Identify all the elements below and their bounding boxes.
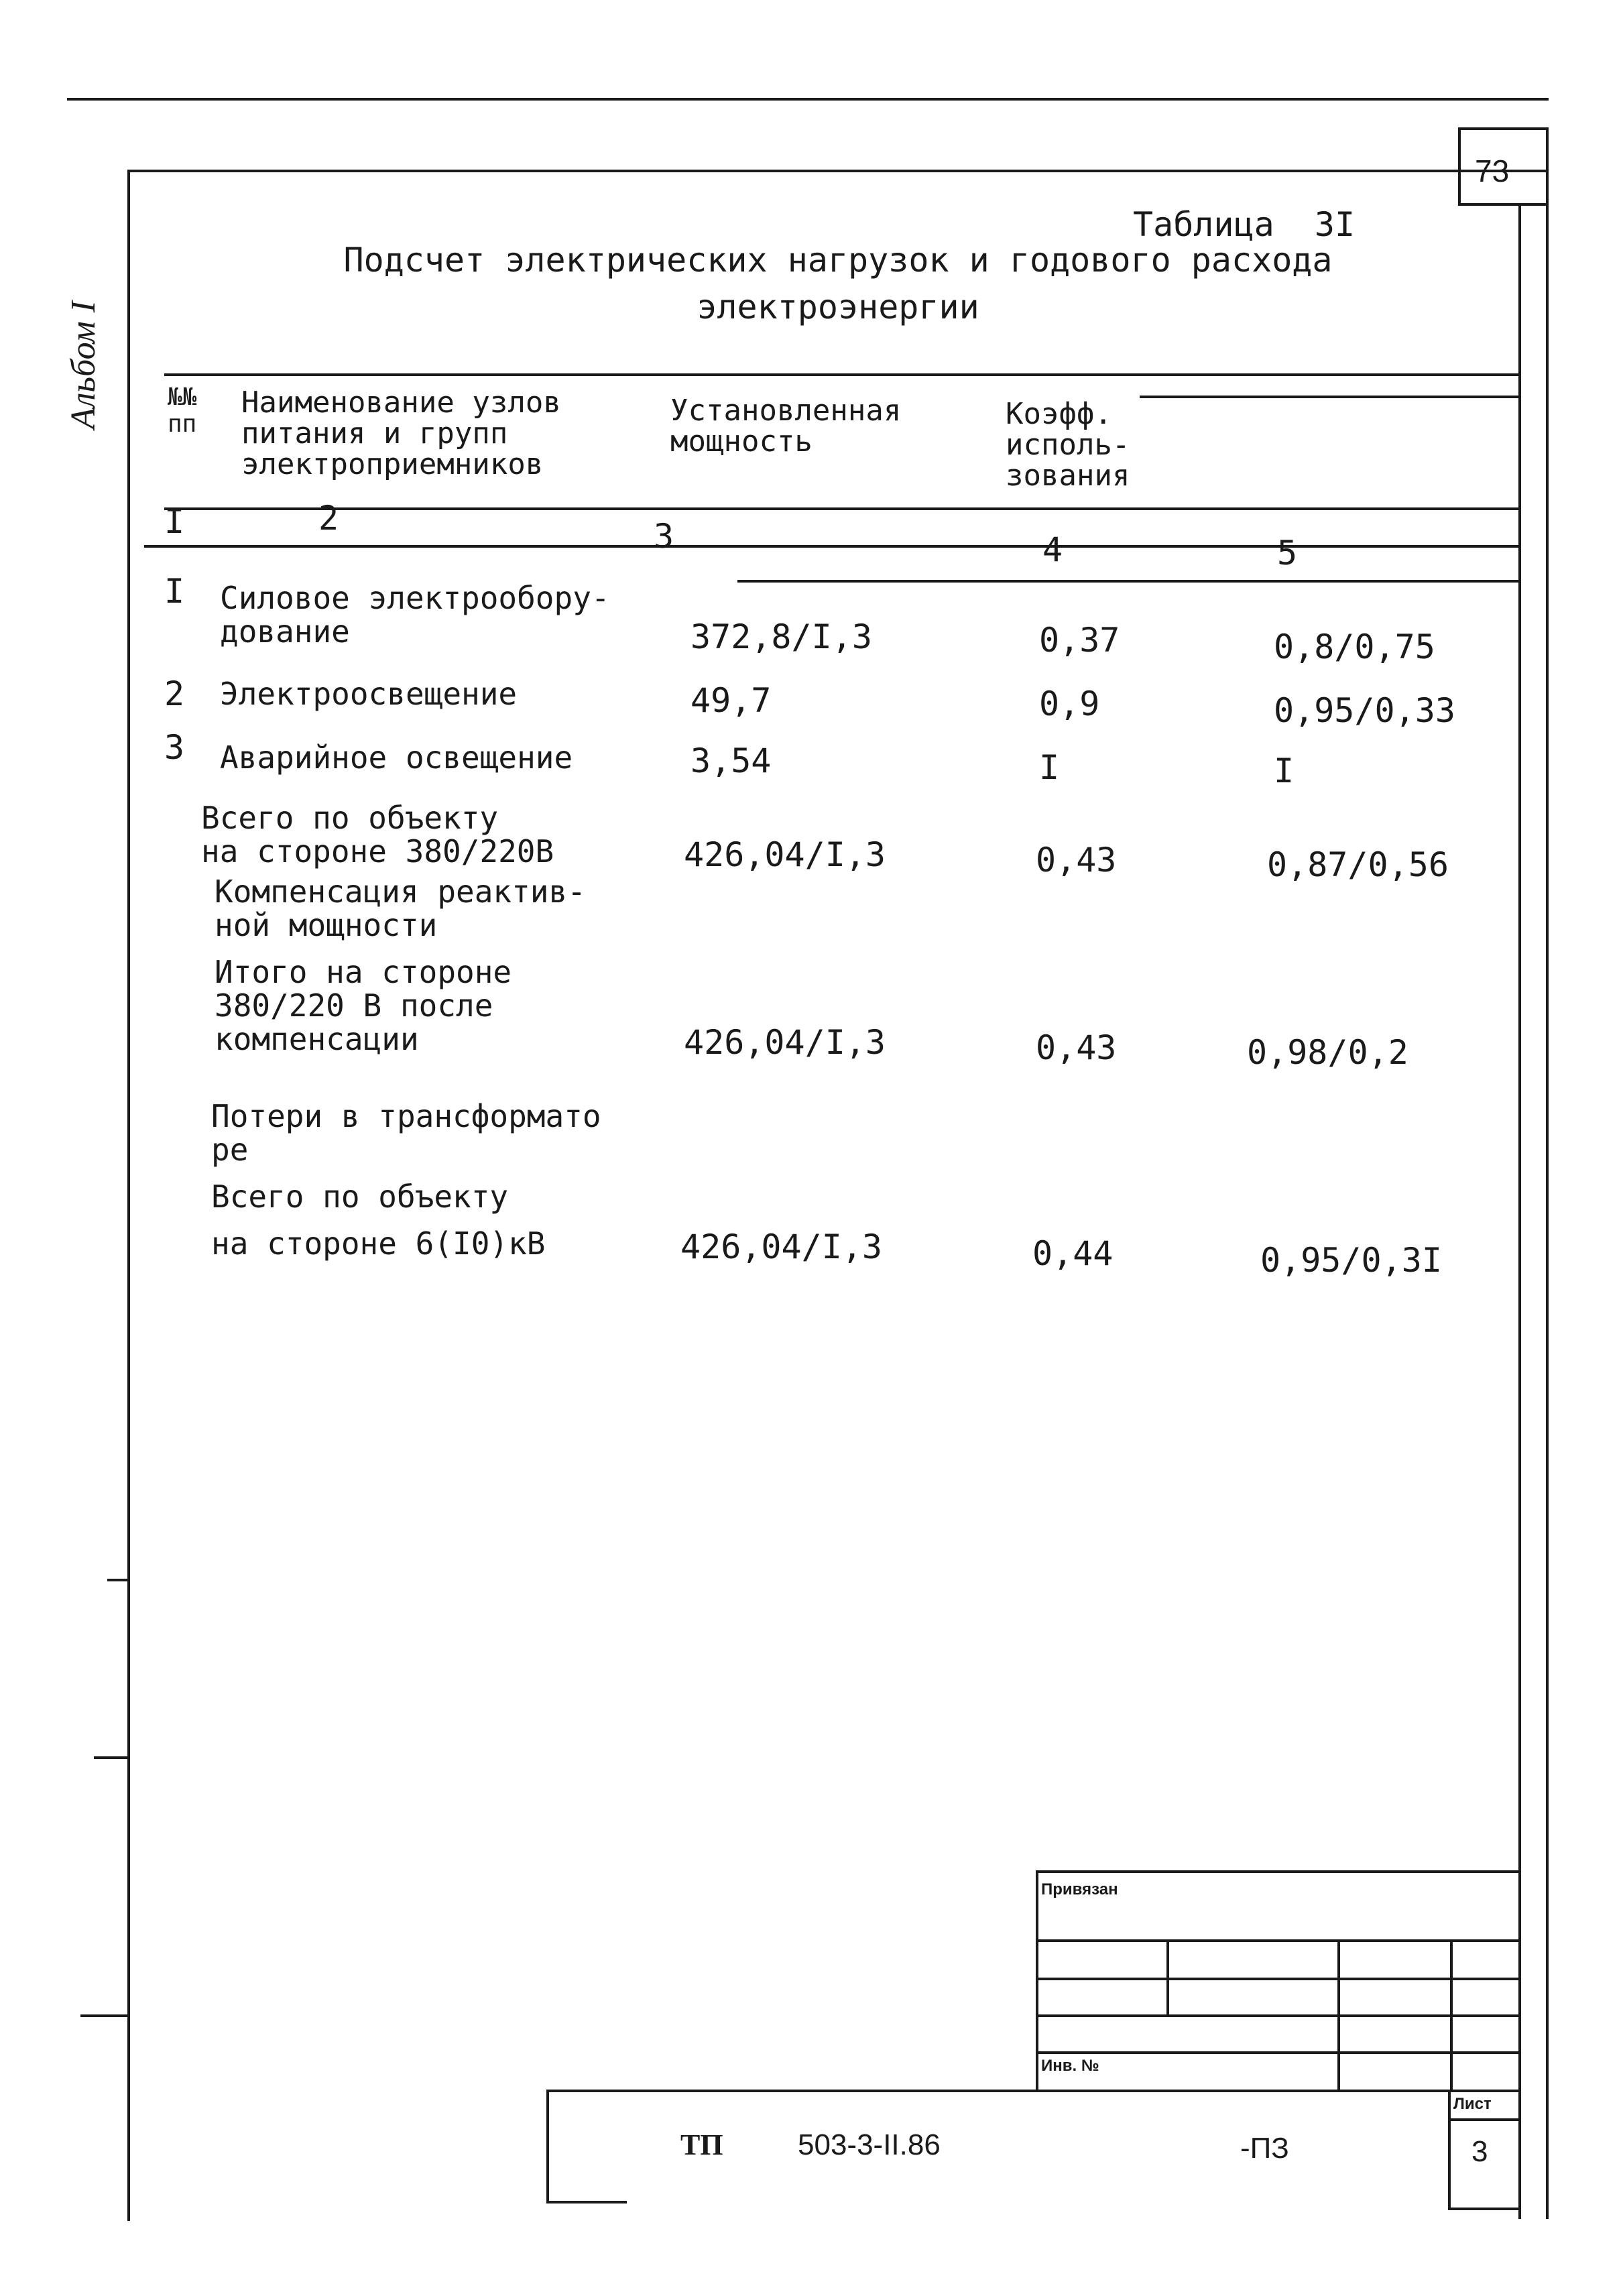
margin-tick-3 — [80, 2014, 130, 2017]
row-6-name: Итого на стороне 380/220 В после компенсации — [215, 954, 512, 1057]
colnum-mid-rule — [144, 545, 1518, 548]
inv-label: Инв. № — [1041, 2057, 1099, 2075]
row-4-power: 426,04/I,3 — [684, 835, 886, 874]
row-2-name: Электроосвещение — [220, 676, 518, 712]
pagebox-bottom — [1458, 203, 1549, 206]
margin-tick-1 — [107, 1579, 130, 1581]
body-top-rule — [737, 580, 1518, 583]
sheet-label: Лист — [1453, 2095, 1492, 2113]
row-6-cos: 0,98/0,2 — [1247, 1033, 1408, 1072]
stamp-grid-v1 — [1166, 1939, 1169, 2016]
row-6-coef: 0,43 — [1036, 1028, 1117, 1067]
stamp-box-left — [1036, 1870, 1038, 2092]
row-8-power: 426,04/I,3 — [680, 1227, 883, 1266]
stamp-grid-h2 — [1036, 1978, 1518, 1980]
colnum-4: 4 — [1042, 530, 1063, 569]
title-line-2: электроэнергии — [697, 288, 979, 326]
row-5-name: Компенсация реактив- ной мощности — [215, 873, 586, 943]
frame-left — [127, 170, 130, 2221]
header-top-rule — [164, 373, 1518, 376]
stamp-grid-h3 — [1036, 2014, 1518, 2017]
row-4-name: Всего по объекту на стороне 380/220В — [201, 800, 554, 869]
header-number: №№ пп — [168, 383, 197, 438]
frame-right-outer — [1546, 127, 1549, 2219]
stamp-box-top — [1036, 1870, 1518, 1873]
row-7-name: Потери в трансформато ре — [211, 1098, 601, 1168]
colnum-top-rule — [164, 507, 1518, 510]
header-name: Наименование узлов питания и групп электроприемников — [241, 385, 561, 481]
row-4-coef: 0,43 — [1036, 841, 1117, 880]
top-rule — [67, 98, 1549, 101]
stamp-grid-h1 — [1036, 1939, 1518, 1942]
row-1-cos: 0,8/0,75 — [1274, 627, 1435, 666]
colnum-2: 2 — [318, 499, 339, 538]
row-8-cos: 0,95/0,3I — [1260, 1241, 1442, 1280]
row-8-name: Всего по объекту на стороне 6(I0)кВ — [211, 1179, 546, 1262]
title-line-1: Подсчет электрических нагрузок и годового расхода — [343, 241, 1333, 280]
row-2-cos: 0,95/0,33 — [1274, 691, 1455, 730]
row-3-name: Аварийное освещение — [220, 739, 573, 776]
row-2-power: 49,7 — [690, 681, 772, 720]
row-3-power: 3,54 — [690, 741, 772, 780]
header-rule-right — [1140, 396, 1518, 398]
page-number: 73 — [1475, 154, 1510, 188]
sheet-box-mid — [1448, 2118, 1518, 2121]
margin-tick-2 — [94, 1756, 130, 1759]
stamp-grid-v2 — [1337, 1939, 1340, 2092]
sheet-box-bottom — [1448, 2208, 1518, 2210]
colnum-5: 5 — [1277, 534, 1298, 572]
row-1-power: 372,8/I,3 — [690, 617, 872, 656]
header-coef: Коэфф. исполь- зования — [1006, 397, 1130, 493]
colnum-3: 3 — [654, 517, 674, 556]
bottom-block-bottom — [546, 2201, 627, 2203]
stamp-grid-h4 — [1036, 2051, 1518, 2054]
pagebox-top — [1458, 127, 1549, 130]
row-3-cos: I — [1274, 751, 1295, 790]
row-8-coef: 0,44 — [1032, 1234, 1114, 1273]
frame-top — [127, 170, 1549, 172]
frame-right-inner — [1518, 204, 1521, 2219]
row-6-power: 426,04/I,3 — [684, 1023, 886, 1062]
doc-prefix: ТП — [680, 2128, 723, 2161]
row-2-number: 2 — [164, 674, 185, 713]
row-1-coef: 0,37 — [1039, 621, 1120, 660]
row-3-number: 3 — [164, 728, 185, 767]
header-power: Установленная мощность — [670, 394, 902, 459]
side-label: Альбом I — [64, 300, 103, 429]
table-label: Таблица 3I — [1133, 205, 1356, 244]
row-2-coef: 0,9 — [1039, 684, 1100, 723]
sheet-number: 3 — [1471, 2135, 1488, 2168]
stamp-grid-v3 — [1450, 1939, 1453, 2092]
row-1-number: I — [164, 572, 185, 611]
colnum-1: I — [164, 502, 185, 541]
sheet-box-left — [1448, 2090, 1451, 2210]
bottom-block-left — [546, 2090, 549, 2203]
row-1-name: Силовое электрообору- дование — [220, 580, 610, 650]
row-3-coef: I — [1039, 748, 1060, 787]
pagebox-left — [1458, 127, 1461, 204]
row-4-cos: 0,87/0,56 — [1267, 845, 1449, 884]
bound-label: Привязан — [1041, 1880, 1118, 1898]
bottom-block-top — [546, 2090, 1518, 2092]
doc-code: 503-3-II.86 — [798, 2128, 941, 2161]
doc-suffix: -ПЗ — [1240, 2132, 1289, 2165]
